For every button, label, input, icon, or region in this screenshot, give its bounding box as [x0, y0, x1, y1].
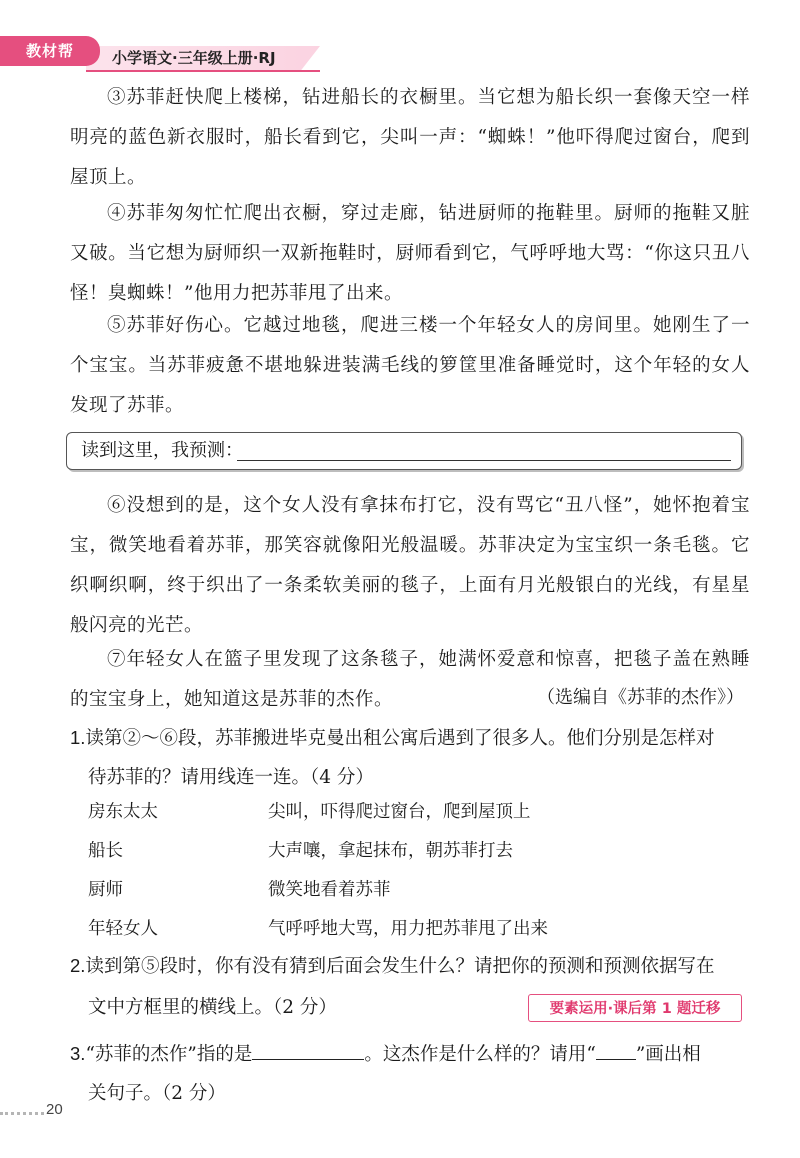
page-number: 20 [46, 1101, 63, 1118]
question-2-number: 2. [70, 955, 86, 976]
question-3-text-c: ”画出相 [635, 1044, 701, 1065]
prediction-box [66, 432, 742, 470]
question-3-line-1 [70, 1034, 754, 1075]
paragraph-4: ④苏菲匆匆忙忙爬出衣橱，穿过走廊，钻进厨师的拖鞋里。厨师的拖鞋又脏又破。当它想为厨师织一双新拖鞋时，厨师看到它，气呼呼地大骂：“你这只丑八怪！臭蜘蛛！”他用力把苏菲甩了出来。 [70, 203, 750, 304]
header-title: 小学语文·三年级上册·RJ [112, 49, 276, 67]
question-2-text: 读到第⑤段时，你有没有猜到后面会发生什么？请把你的预测和预测依据写在 [85, 956, 715, 977]
source-citation: （选编自《苏菲的杰作》） [537, 687, 744, 708]
header-underline [86, 70, 320, 72]
match-left-item[interactable]: 年轻女人 [88, 919, 158, 939]
skill-tag: 要素运用·课后第 1 题迁移 [528, 994, 742, 1022]
question-3-text-b: 。这杰作是什么样的？请用“ [364, 1044, 596, 1065]
footer-divider [0, 1112, 44, 1115]
paragraph-5: ⑤苏菲好伤心。它越过地毯，爬进三楼一个年轻女人的房间里。她刚生了一个宝宝。当苏菲疲惫不堪地躲进装满毛线的箩筐里准备睡觉时，这个年轻的女人发现了苏菲。 [70, 315, 750, 416]
match-left-item[interactable]: 厨师 [88, 880, 123, 900]
paragraph-7: ⑦年轻女人在篮子里发现了这条毯子，她满怀爱意和惊喜，把毯子盖在熟睡的宝宝身上，她知道这是苏菲的杰作。 [70, 649, 750, 710]
question-1-line-1 [70, 718, 754, 759]
paragraph-6: ⑥没想到的是，这个女人没有拿抹布打它，没有骂它“丑八怪”，她怀抱着宝宝，微笑地看着苏菲，那笑容就像阳光般温暖。苏菲决定为宝宝织一条毛毯。它织啊织啊，终于织出了一条柔软美丽的毯子，上面有月光般银白的光线，有星星般闪亮的光芒。 [70, 495, 750, 636]
question-3-number: 3. [70, 1043, 86, 1064]
question-3-line-2: 关句子。（2 分） [88, 1083, 226, 1104]
match-left-item[interactable]: 船长 [88, 841, 123, 861]
prediction-label: 读到这里，我预测： [81, 440, 243, 461]
match-right-item[interactable]: 大声嚷，拿起抹布，朝苏菲打去 [268, 841, 513, 861]
question-1-line-2: 待苏菲的？请用线连一连。（4 分） [88, 767, 374, 788]
match-right-item[interactable]: 微笑地看着苏菲 [268, 880, 391, 900]
match-right-item[interactable]: 气呼呼地大骂，用力把苏菲甩了出来 [268, 919, 548, 939]
question-3-text-a: “苏菲的杰作”指的是 [85, 1044, 253, 1065]
question-2-line-2: 文中方框里的横线上。（2 分） [88, 997, 337, 1018]
match-left-item[interactable]: 房东太太 [88, 802, 158, 822]
header-tab: 教材帮 [0, 36, 100, 66]
question-3-answer-blank[interactable] [252, 1058, 364, 1060]
question-1-number: 1. [70, 727, 86, 748]
underline-sample-mark [596, 1058, 636, 1060]
question-2-line-1 [70, 946, 754, 987]
match-right-item[interactable]: 尖叫，吓得爬过窗台，爬到屋顶上 [268, 802, 531, 822]
prediction-answer-line[interactable] [237, 460, 731, 461]
paragraph-3: ③苏菲赶快爬上楼梯，钻进船长的衣橱里。当它想为船长织一套像天空一样明亮的蓝色新衣服时，船长看到它，尖叫一声：“蜘蛛！”他吓得爬过窗台，爬到屋顶上。 [70, 87, 750, 188]
question-1-text: 读第②～⑥段，苏菲搬进毕克曼出租公寓后遇到了很多人。他们分别是怎样对 [85, 728, 715, 749]
